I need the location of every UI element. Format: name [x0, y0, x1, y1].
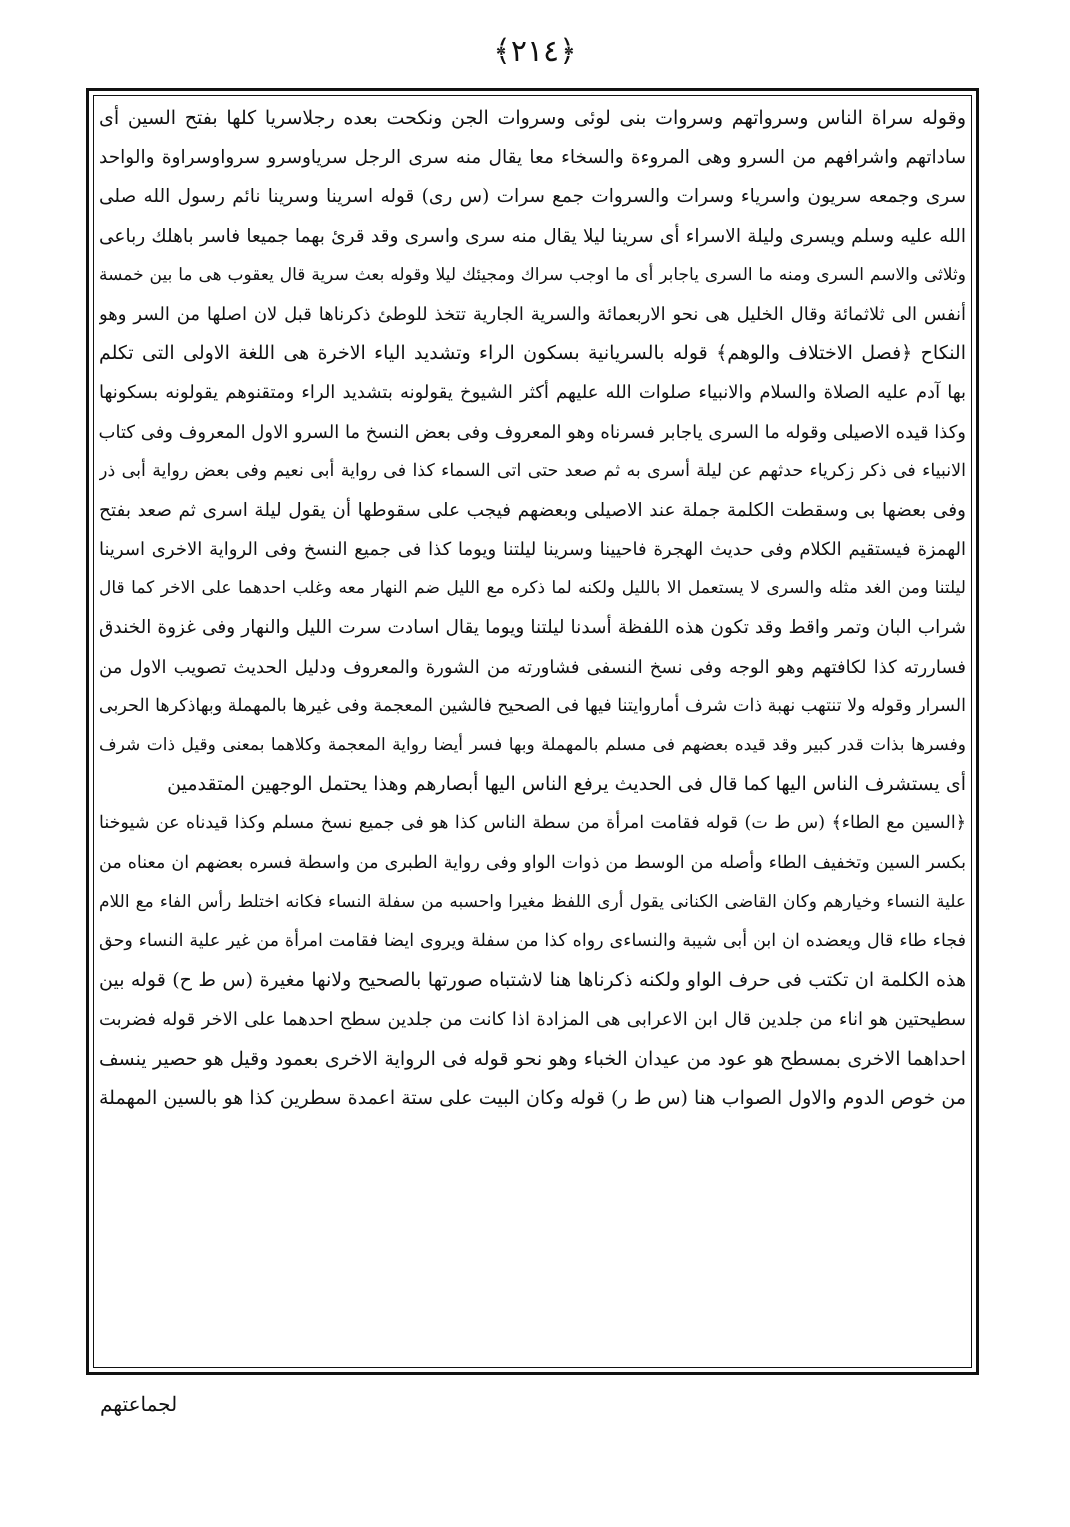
text-line: فساررته كذا لكافتهم وهو الوجه وفى نسخ النسفى فشاورته من الشورة والمعروف ودليل الحديث تصويب الاول من — [99, 656, 966, 678]
text-line: ﴿السين مع الطاء﴾ (س ط ت) قوله فقامت امرأة من سطة الناس كذا هو فى جميع نسخ مسلم وكذا قيدناه عن شيوخنا — [99, 813, 966, 834]
text-line: وفى بعضها بى وسقطت الكلمة جملة عند الاصيلى وبعضهم فيجب على سقوطها أن يقول ليلة اسرى ثم صعد بفتح — [99, 499, 966, 521]
text-line: وثلاثى والاسم السرى ومنه ما السرى ياجابر أى ما اوجب سراك ومجيئك ليلا وقوله بعث سرية قال يعقوب هى ما بين خمسة — [99, 264, 966, 285]
text-line: سطيحتين هو اناء من جلدين قال ابن الاعرابى هى المزادة اذا كانت من جلدين سطح احدهما على الاخر قوله فضربت — [99, 1009, 966, 1031]
text-line: أنفس الى ثلاثمائة وقال الخليل هى نحو الاربعمائة والسرية الجارية تتخذ للوطئ ذكرناها قبل لان اصلها من السر وهو — [99, 303, 966, 325]
page-number: ﴿٢١٤﴾ — [493, 34, 577, 69]
text-line: بكسر السين وتخفيف الطاء وأصله من الوسط من ذوات الواو وفى رواية الطبرى من واسطة فسره بعضهم ان معناه من — [99, 852, 966, 873]
text-line: أى يستشرف الناس اليها كما قال فى الحديث يرفع الناس اليها أبصارهم وهذا يحتمل الوجهين المتقدمين — [167, 773, 966, 796]
text-line: السرار وقوله ولا تنتهب نهبة ذات شرف أماروايتنا فيها فى الصحيح فالشين المعجمة وفى غيرها بالمهملة وبهاذكرها الحربى — [99, 695, 966, 716]
text-line: وقوله سراة الناس وسرواتهم وسروات بنى لوئى وسروات الجن ونكحت بعده رجلاسريا كلها بفتح السين أى — [99, 107, 966, 129]
text-line: علية النساء وخيارهم وكان القاضى الكنانى يقول أرى اللفظ مغيرا واحسبه من سفلة النساء فكانه اختلط رأس الفاء مع اللام — [99, 891, 966, 912]
text-line: شراب البان وتمر واقط وقد تكون هذه اللفظة أسدنا ليلتنا ويوما يقال اسادت سرت الليل والنهار وفى غزوة الخندق — [99, 617, 966, 639]
text-line: ساداتهم واشرافهم من السرو وهى المروءة والسخاء معا يقال منه سرى الرجل سرياوسرو سرواوسراوة والواحد — [99, 147, 966, 169]
text-line: هذه الكلمة ان تكتب فى حرف الواو ولكنه ذكرناها هنا لاشتباه صورتها بالصحيح ولانها مغيرة (س ط ح) قوله بين — [99, 969, 966, 992]
text-line: من خوص الدوم والاول الصواب هنا (س ط ر) قوله وكان البيت على ستة اعمدة سطرين كذا هو بالسين المهملة — [99, 1086, 966, 1109]
text-line: الهمزة فيستقيم الكلام وفى حديث الهجرة فاحيينا وسرينا ليلتنا ويوما كذا فى جميع النسخ وفى الرواية الاخرى اسرينا — [99, 539, 966, 561]
text-line: ليلتنا ومن الغد مثله والسرى لا يستعمل الا بالليل ولكنه لما ذكره مع الليل ضم النهار معه وغلب احدهما على الاخر كما قال — [99, 578, 966, 599]
catchword: لجماعتهم — [100, 1392, 178, 1416]
text-line: النكاح ﴿فصل الاختلاف والوهم﴾ قوله بالسريانية بسكون الراء وتشديد الياء الاخرة هى اللغة الاولى التى تكلم — [99, 342, 966, 365]
text-line: سرى وجمعه سريون واسرياء وسرات والسروات جمع سرات (س رى) قوله اسرينا وسرينا نائم رسول الله صلى — [99, 186, 966, 208]
text-line: الله عليه وسلم ويسرى وليلة الاسراء أى سرينا ليلا يقال منه سرى واسرى وقد قرئ بهما جميعا فاسر باهلك رباعى — [99, 225, 966, 247]
text-body — [99, 99, 966, 1118]
text-line: الانبياء فى ذكر زكرياء حدثهم عن ليلة أسرى به ثم صعد حتى اتى السماء كذا فى رواية أبى نعيم وفى بعض رواية أبى ذر — [99, 460, 966, 481]
text-line: بها آدم عليه الصلاة والسلام والانبياء صلوات الله عليهم أكثر الشيوخ يقولونه بتشديد الراء ومتقنوهم يقولونه بسكونها — [99, 382, 966, 404]
text-frame — [86, 88, 979, 1375]
text-line: وكذا قيده الاصيلى وقوله ما السرى ياجابر فسرناه وهو المعروف وفى بعض النسخ ما السرو الاول المعروف وفى كتاب — [99, 421, 966, 443]
text-line: فجاء طاء قال ويعضده ان ابن أبى شيبة والنساءى رواه كذا من سفلة ويروى ايضا فقامت امرأة من غير علية النساء وحق — [99, 930, 966, 951]
text-line: وفسرها بذات قدر كبير وقد قيده بعضهم فى مسلم بالمهملة وبها فسر أيضا رواية المعجمة وكلاهما بمعنى وقيل ذات شرف — [99, 735, 966, 755]
text-line: احداهما الاخرى بمسطح هو عود من عيدان الخباء وهو نحو قوله فى الرواية الاخرى بعمود وقيل هو حصير ينسف — [99, 1047, 966, 1070]
